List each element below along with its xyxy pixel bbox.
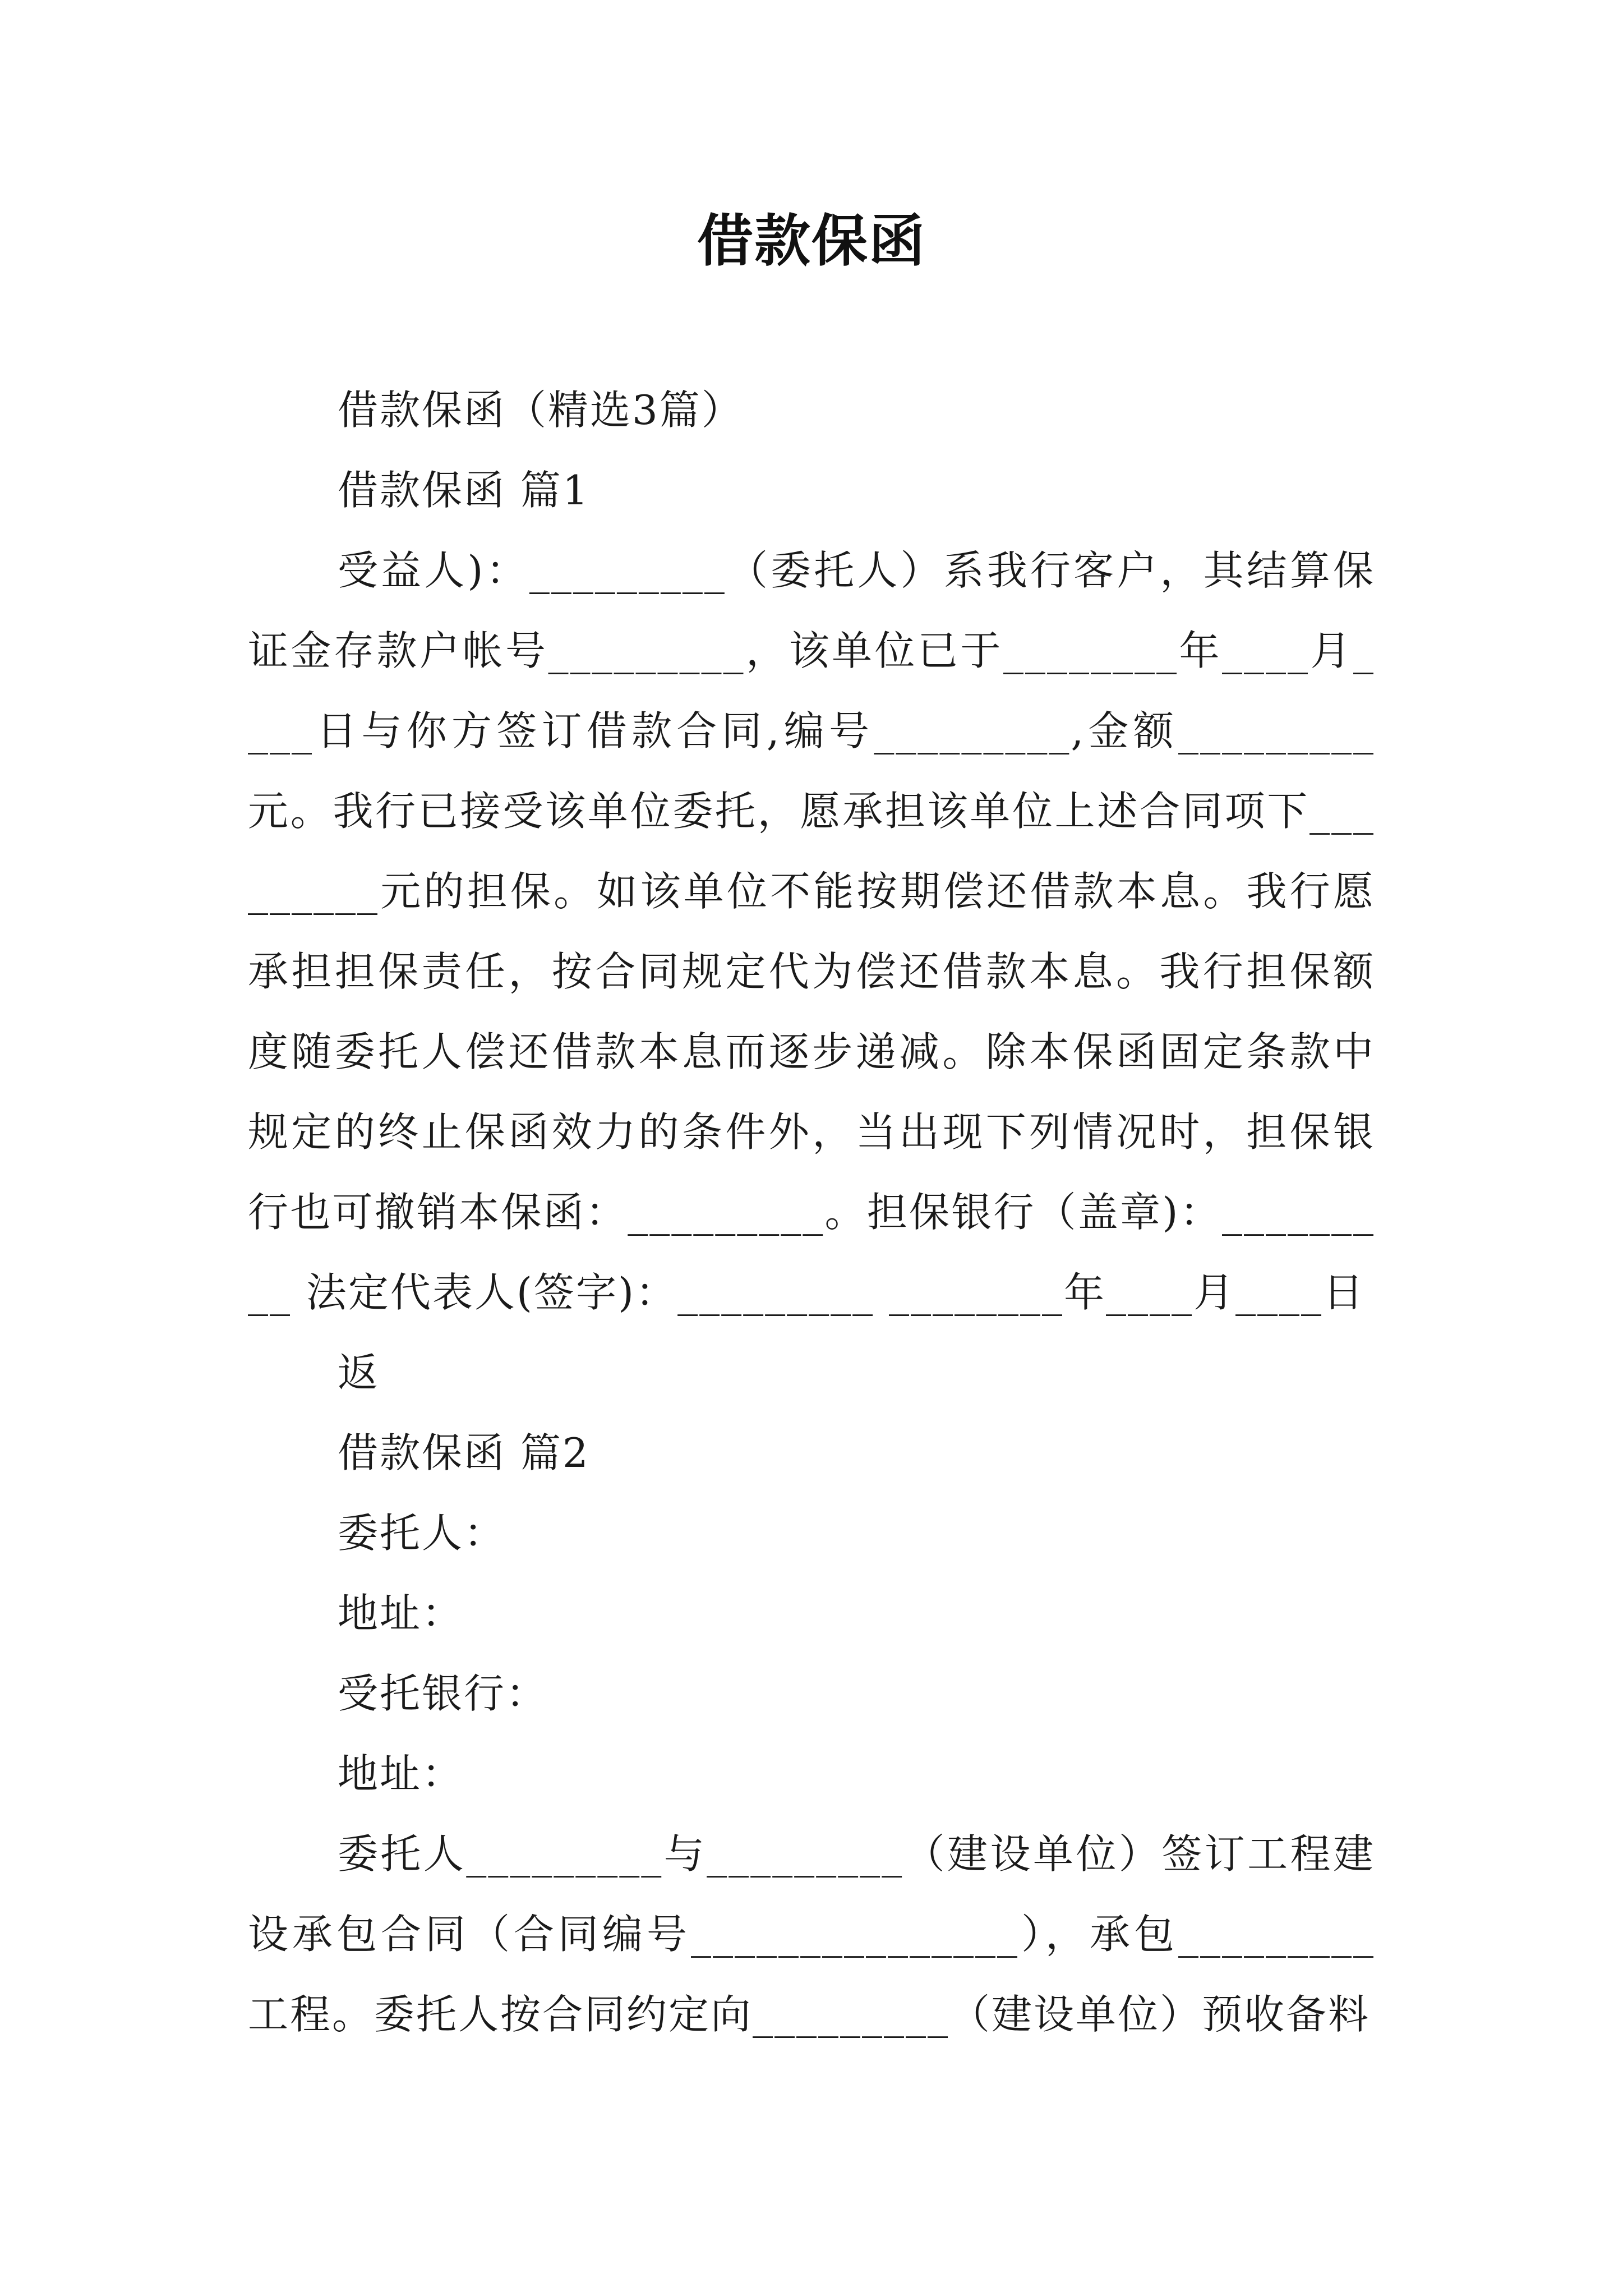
document-title: 借款保函 xyxy=(697,208,926,274)
document-body xyxy=(248,370,1375,2055)
paragraph-section-1-body: 受益人)：_________（委托人）系我行客户，其结算保证金存款户帐号_________，该单位已于________年____月____日与你方签订借款合同,编号_________,金额_________元。我行已接受该单位委托，愿承担该单位上述合同项下_________元的担保。如该单位不能按期偿还借款本息。我行愿承担担保责任，按合同规定代为偿还借款本息。我行担保额度随委托人偿还借款本息而逐步递减。除本保函固定条款中规定的终止保函效力的条件外，当出现下列情况时，担保银行也可撤销本保函：_________。担保银行（盖章)：_________ 法定代表人(签字)：_________ ________年____月____日 xyxy=(248,547,1375,1316)
paragraph-collection-title: 借款保函（精选3篇） xyxy=(338,386,744,434)
paragraph-entrusted-bank: 受托银行： xyxy=(338,1670,548,1717)
paragraph-return: 返 xyxy=(338,1349,380,1396)
paragraph-principal: 委托人： xyxy=(338,1510,506,1557)
paragraph-principal-address: 地址： xyxy=(338,1590,464,1637)
paragraph-section-2-body: 委托人_________与_________（建设单位）签订工程建设承包合同（合同编号_______________），承包_________工程。委托人按合同约定向_________（建设单位）预收备料 xyxy=(248,1830,1375,2038)
paragraph-section-1-heading: 借款保函 篇1 xyxy=(338,467,590,514)
paragraph-section-2-heading: 借款保函 篇2 xyxy=(338,1429,590,1476)
paragraph-bank-address: 地址： xyxy=(338,1750,464,1797)
